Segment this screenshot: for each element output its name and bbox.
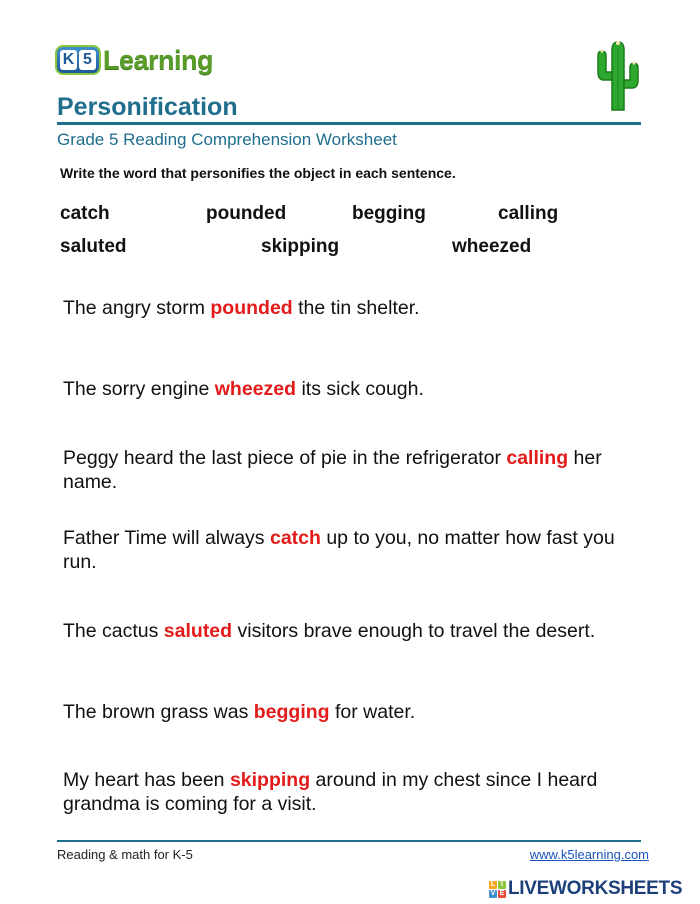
word-bank-item: catch	[60, 203, 110, 224]
page-subtitle: Grade 5 Reading Comprehension Worksheet	[57, 130, 397, 149]
word-bank-item: skipping	[261, 236, 340, 257]
sentence-1: The angry storm pounded the tin shelter.	[63, 297, 420, 319]
footer-tagline: Reading & math for K-5	[57, 847, 193, 862]
answer-field[interactable]: wheezed	[214, 378, 297, 400]
sentence-5: The cactus saluted visitors brave enough to travel the desert.	[63, 620, 596, 642]
word-bank-item: wheezed	[452, 236, 532, 257]
word-bank-item: saluted	[60, 236, 127, 257]
liveworksheets-logo[interactable]	[489, 878, 682, 900]
answer-field[interactable]: saluted	[163, 620, 233, 642]
liveworksheets-text: LIVEWORKSHEETS	[508, 878, 683, 899]
footer-link[interactable]: www.k5learning.com	[529, 847, 649, 862]
sentence-3: Peggy heard the last piece of pie in the refrigerator calling her name.	[63, 447, 602, 493]
sentence-6: The brown grass was begging for water.	[63, 701, 416, 723]
sentence-4: Father Time will always catch up to you, no matter how fast you run.	[63, 527, 615, 573]
footer-divider	[57, 840, 641, 842]
instructions: Write the word that personifies the object in each sentence.	[60, 165, 456, 181]
answer-field[interactable]: calling	[506, 447, 569, 469]
logo-text: Learning	[103, 44, 214, 75]
answer-field[interactable]: skipping	[229, 769, 311, 791]
k5-learning-logo	[55, 42, 213, 78]
word-bank-item: calling	[498, 203, 559, 224]
answer-field[interactable]: begging	[253, 701, 330, 723]
logo-badge-k: K	[60, 50, 77, 70]
word-bank-item: pounded	[206, 203, 287, 224]
sentence-7: My heart has been skipping around in my chest since I heard grandma is coming for a visit.	[63, 769, 598, 815]
answer-field[interactable]: pounded	[210, 297, 293, 319]
word-bank-item: begging	[352, 203, 426, 224]
logo-badge-5: 5	[79, 50, 96, 70]
page-title: Personification	[57, 93, 238, 121]
sentence-2: The sorry engine wheezed its sick cough.	[63, 378, 424, 400]
title-divider	[57, 122, 641, 125]
live-grid-icon: L I V E	[490, 880, 505, 897]
answer-field[interactable]: catch	[269, 527, 321, 549]
k5-badge-icon	[55, 45, 101, 75]
cactus-icon	[594, 40, 642, 112]
